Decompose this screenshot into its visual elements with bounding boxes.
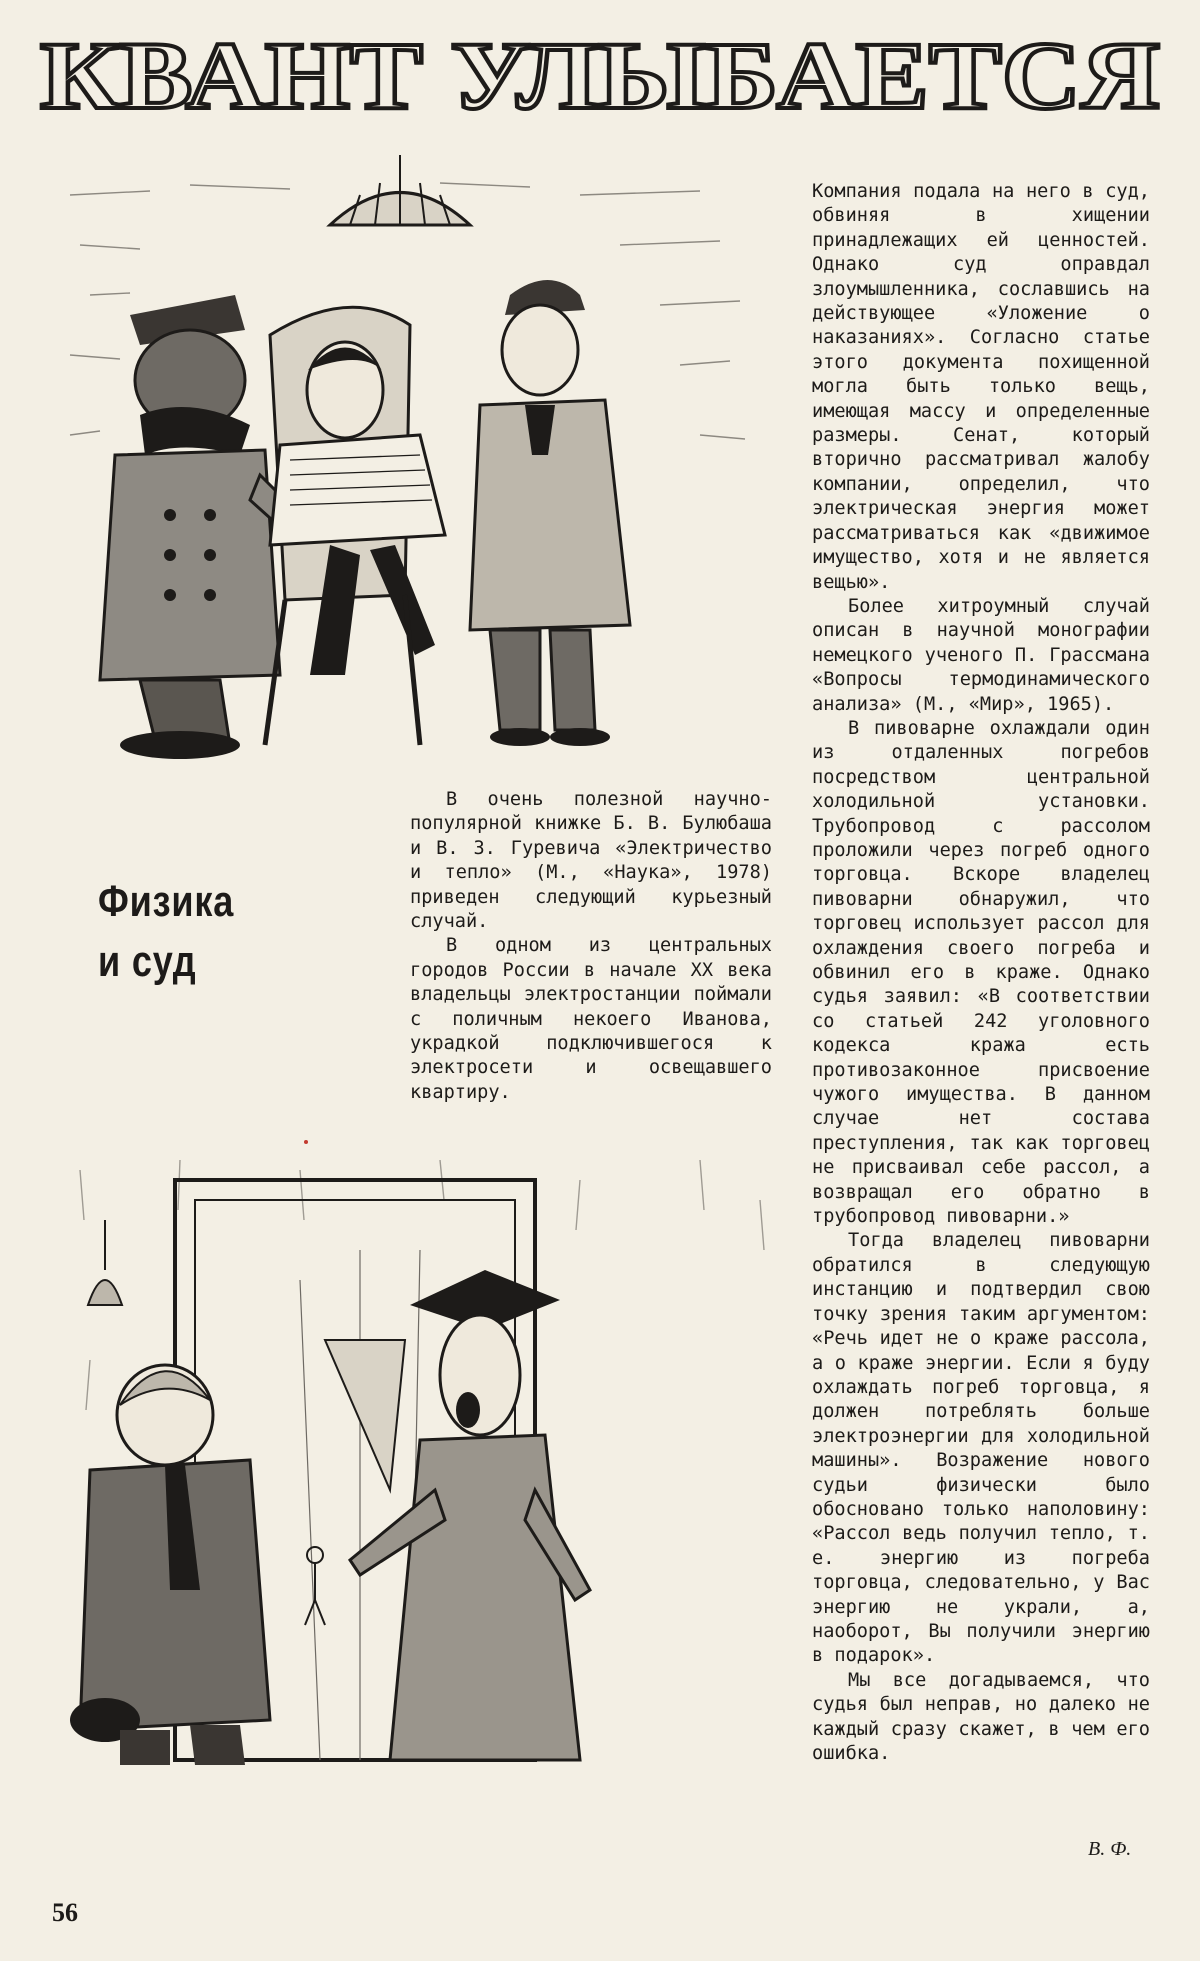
paragraph: Более хитроумный случай описан в научной монографии немецкого ученого П. Грассмана «Вопросы термодинамического анализа» (М., «Мир», 1965).: [812, 595, 1150, 715]
illustration-top-cartoon: [60, 155, 750, 760]
text-column-right: [812, 180, 1150, 1766]
worker-figure: [470, 280, 630, 746]
paragraph: Тогда владелец пивоварни обратился в следующую инстанцию и подтвердил свою точку зрения таким аргументом: «Речь идет не о краже рассола, а о краже энергии. Если я буду охлаждать погреб торговца, я должен потреблять больше электроэнергии для холодильной машины». Возражение нового судьи физически было обосновано только наполовину: «Рассол ведь получил тепло, т. е. энергию из погреба торговца, следовательно, у Вас энергию не украли, а, наоборот, Вы получили энергию в подарок».: [812, 1230, 1150, 1667]
illustration-bottom-cartoon: [60, 1160, 800, 1770]
paragraph: Мы все догадываемся, что судья был неправ, но далеко не каждый сразу скажет, в чем его ошибка.: [812, 1669, 1150, 1764]
visitor-figure: [70, 1365, 270, 1765]
print-speck: [304, 1140, 308, 1144]
paragraph: В одном из центральных городов России в начале XX века владельцы электростанции поймали с поличным некоего Иванова, украдкой подключившегося к электросети и освещавшего квартиру.: [410, 935, 772, 1103]
seated-man-figure: [265, 307, 445, 745]
text-column-middle: [410, 788, 772, 1105]
paragraph: В очень полезной научно-популярной книжке Б. В. Булюбаша и В. З. Гуревича «Электричество и тепло» (М., «Наука», 1978) приведен следующий курьезный случай.: [410, 789, 772, 933]
article-title-line-1: Физика: [98, 877, 235, 926]
section-header: [30, 20, 1170, 130]
small-distant-figure: [305, 1547, 325, 1625]
page-number: 56: [52, 1898, 78, 1927]
article-title: [98, 872, 270, 992]
paragraph: Компания подала на него в суд, обвиняя в хищении принадлежащих ей ценностей. Однако суд оправдал злоумышленника, сославшись на действующее «Уложение о наказаниях». Согласно статье этого документа похищенной могла быть только вещь, имеющая массу и определенные размеры. Сенат, который вторично рассматривал жалобу компании, определил, что электрическая энергия может рассматриваться как «движимое имущество, хотя и не является вещью».: [812, 181, 1150, 593]
header-title: КВАНТ УЛЫБАЕТСЯ: [40, 22, 1160, 129]
author-signature: В. Ф.: [1088, 1838, 1132, 1860]
article-title-line-2: и суд: [98, 937, 197, 986]
header-title-art: [30, 20, 1170, 130]
paragraph: В пивоварне охлаждали один из отдаленных погребов посредством центральной холодильной установки. Трубопровод с рассолом проложили через погреб одного торговца. Вскоре владелец пивоварни обнаружил, что торговец использует рассол для охлаждения своего погреба и обвинил его в краже. Однако судья заявил: «В соответствии со статьей 242 уголовного кодекса кража есть противозаконное присвоение чужого имущества. В данном случае нет состава преступления, так как торговец не присваивал себе рассол, а возвращал его обратно в трубопровод пивоварни.»: [812, 717, 1150, 1228]
